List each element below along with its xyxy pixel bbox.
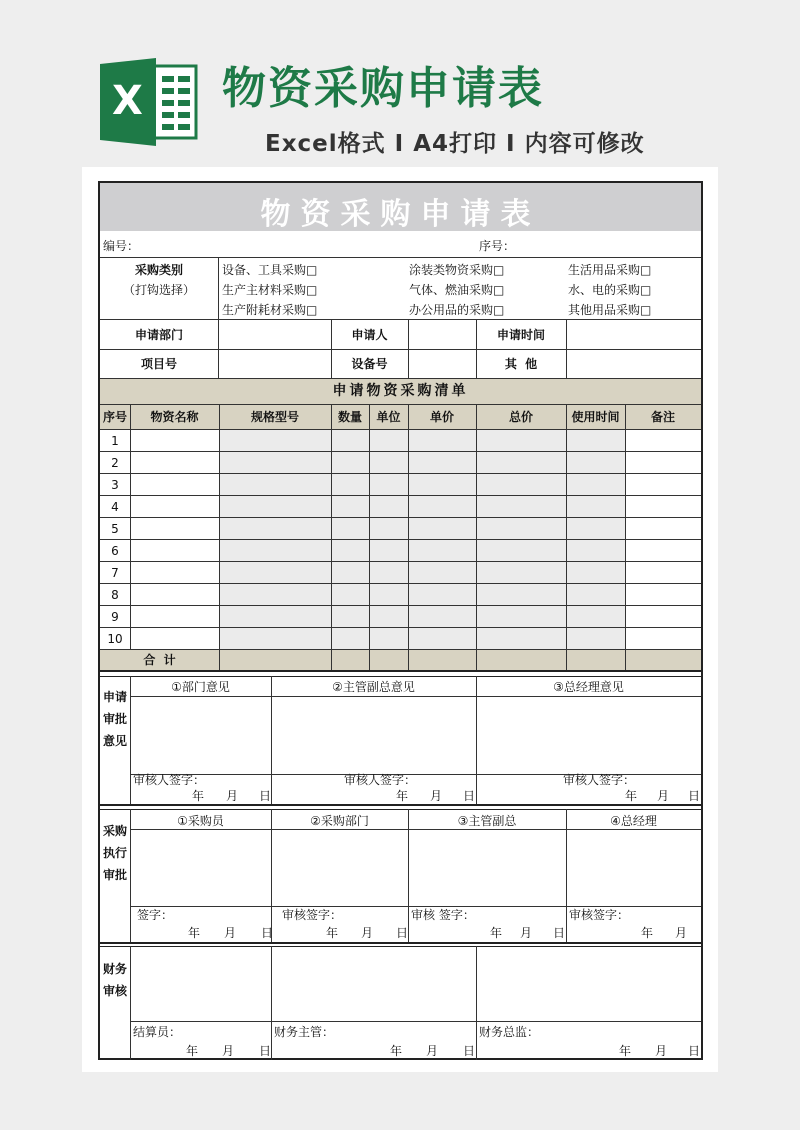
approval-head: ③总经理意见 [553, 680, 624, 694]
date-day: 日 [396, 926, 409, 940]
date-day: 日 [688, 1044, 701, 1058]
logo-letter: X [112, 78, 143, 124]
sign-label: 审核人签字： [344, 773, 417, 787]
row-number: 2 [111, 456, 119, 470]
date-year: 年 [641, 926, 654, 940]
date-day: 日 [553, 926, 566, 940]
date-month: 月 [224, 926, 237, 940]
execution-head: ④总经理 [610, 814, 657, 828]
category-option[interactable]: 办公用品的采购□ [409, 303, 505, 317]
row-number: 6 [111, 544, 119, 558]
col-header: 物资名称 [150, 410, 199, 424]
col-header: 备注 [650, 410, 675, 424]
date-year: 年 [326, 926, 339, 940]
execution-side-label: 采购执行审批 [102, 824, 127, 882]
dept-label: 申请部门 [134, 328, 183, 342]
date-year: 年 [490, 926, 503, 940]
number-label: 编号： [103, 239, 140, 253]
date-day: 日 [259, 1044, 272, 1058]
date-day: 日 [259, 789, 272, 803]
sign-label: 财务总监： [479, 1025, 540, 1039]
row-number: 8 [111, 588, 119, 602]
col-header: 使用时间 [571, 410, 620, 424]
row-number: 1 [111, 434, 119, 448]
excel-logo-icon [100, 58, 200, 146]
col-header: 单价 [429, 410, 454, 424]
execution-head: ①采购员 [177, 814, 224, 828]
sign-label: 审核人签字： [563, 773, 636, 787]
category-option[interactable]: 涂装类物资采购□ [409, 263, 505, 277]
date-month: 月 [657, 789, 670, 803]
date-day: 日 [463, 1044, 476, 1058]
category-option[interactable]: 生产主材料采购□ [222, 283, 318, 297]
date-day: 日 [688, 789, 701, 803]
approval-head: ①部门意见 [171, 680, 230, 694]
row-number: 10 [107, 632, 123, 646]
other-label: 其 他 [504, 357, 538, 371]
date-month: 月 [361, 926, 374, 940]
form-title: 物资采购申请表 [260, 197, 541, 232]
col-header: 数量 [337, 410, 362, 424]
finance-side-label: 财务审核 [102, 962, 127, 998]
date-month: 月 [426, 1044, 439, 1058]
sign-label: 财务主管： [274, 1025, 335, 1039]
approval-head: ②主管副总意见 [332, 680, 415, 694]
sign-label: 结算员： [133, 1025, 182, 1039]
row-number: 5 [111, 522, 119, 536]
row-number: 3 [111, 478, 119, 492]
date-month: 月 [675, 926, 688, 940]
sign-label: 审核人签字： [133, 773, 206, 787]
date-year: 年 [619, 1044, 632, 1058]
col-header: 规格型号 [250, 410, 299, 424]
date-month: 月 [655, 1044, 668, 1058]
row-number: 4 [111, 500, 119, 514]
date-year: 年 [188, 926, 201, 940]
category-option[interactable]: 生产附耗材采购□ [222, 303, 318, 317]
date-month: 月 [222, 1044, 235, 1058]
applicant-label: 申请人 [351, 328, 388, 342]
sign-label: 签字： [137, 908, 174, 922]
total-label: 合 计 [143, 653, 176, 667]
date-year: 年 [625, 789, 638, 803]
col-header: 单位 [376, 410, 401, 424]
category-option[interactable]: 水、电的采购□ [568, 283, 652, 297]
time-label: 申请时间 [496, 328, 545, 342]
execution-head: ③主管副总 [457, 814, 517, 828]
project-label: 项目号 [140, 357, 177, 371]
col-header: 总价 [508, 410, 533, 424]
device-label: 设备号 [351, 357, 388, 371]
date-year: 年 [390, 1044, 403, 1058]
page-title: 物资采购申请表 [222, 63, 544, 114]
col-header: 序号 [102, 410, 127, 424]
category-label: 采购类别 [134, 263, 183, 277]
row-number: 7 [111, 566, 119, 580]
date-year: 年 [396, 789, 409, 803]
page-subtitle: Excel格式 Ⅰ A4打印 Ⅰ 内容可修改 [265, 131, 645, 157]
serial-label: 序号： [479, 239, 516, 253]
approval-side-label: 申请审批意见 [102, 690, 127, 748]
date-day: 日 [261, 926, 274, 940]
date-year: 年 [192, 789, 205, 803]
date-month: 月 [226, 789, 239, 803]
category-option[interactable]: 生活用品采购□ [568, 263, 652, 277]
category-option[interactable]: 设备、工具采购□ [222, 263, 318, 277]
date-month: 月 [520, 926, 533, 940]
purchase-request-form [98, 181, 703, 1060]
execution-head: ②采购部门 [310, 814, 369, 828]
category-option[interactable]: 气体、燃油采购□ [409, 283, 505, 297]
sign-label: 审核签字： [569, 908, 630, 922]
category-option[interactable]: 其他用品采购□ [568, 303, 652, 317]
date-year: 年 [186, 1044, 199, 1058]
row-number: 9 [111, 610, 119, 624]
category-hint: （打钩选择） [122, 283, 195, 297]
list-title: 申请物资采购清单 [332, 383, 469, 399]
date-month: 月 [430, 789, 443, 803]
sign-label: 审核签字： [282, 908, 343, 922]
date-day: 日 [463, 789, 476, 803]
sign-label: 审核 签字： [411, 908, 475, 922]
